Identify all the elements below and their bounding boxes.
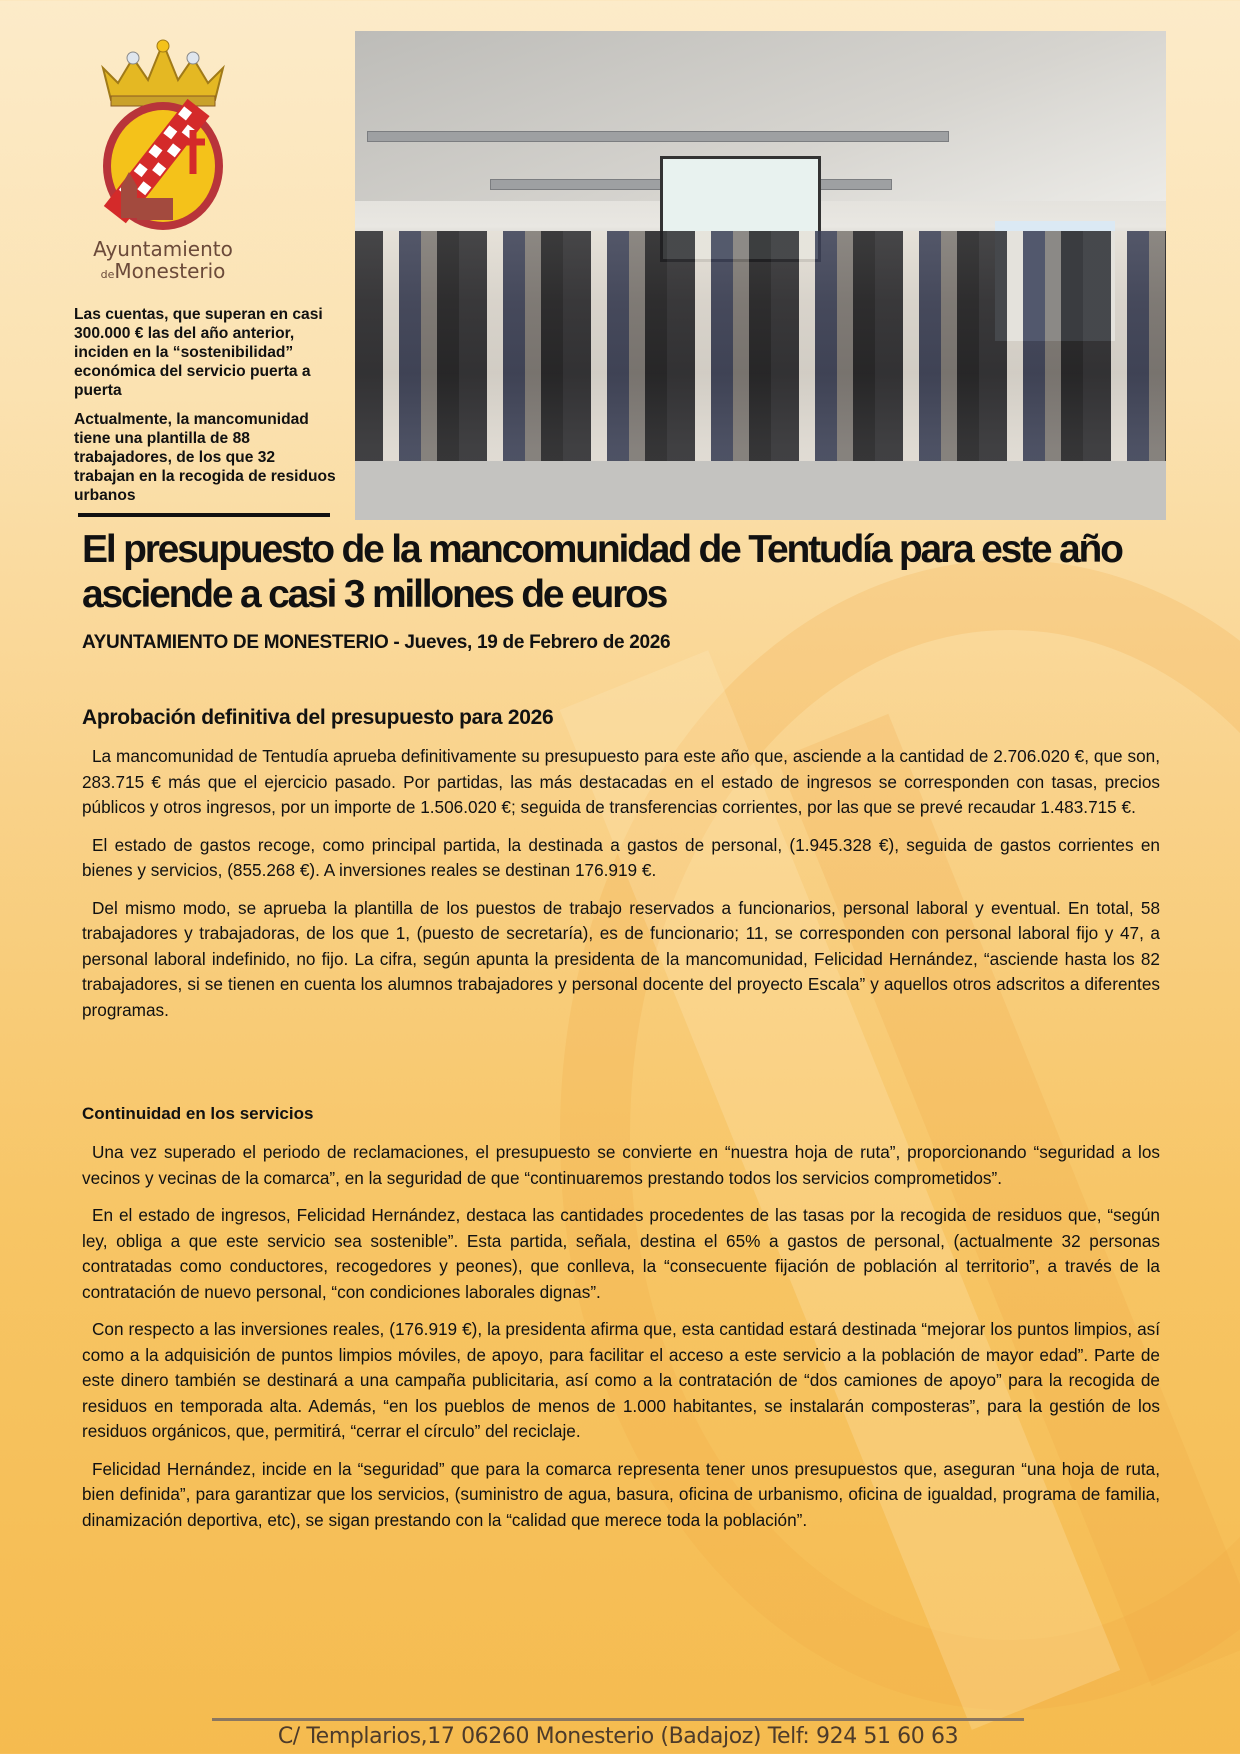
footer-divider — [212, 1718, 1024, 1721]
footer-address: C/ Templarios,17 06260 Monesterio (Badajoz) Telf: 924 51 60 63 — [277, 1724, 959, 1749]
article-body-section-2 — [82, 1140, 1160, 1545]
article-body-section-1 — [82, 744, 1160, 1035]
article-paragraph: La mancomunidad de Tentudía aprueba definitivamente su presupuesto para este año que, asciende a la cantidad de 2.706.020 €, que son, 283.715 € más que el ejercicio pasado. Por partidas, las más destacadas en el estado de ingresos se corresponden con tasas, precios públicos y otros ingresos, por un importe de 1.506.020 €; seguida de transferencias corrientes, por las que se prevé recaudar 1.483.715 €. — [82, 746, 1160, 817]
article-paragraph: Felicidad Hernández, incide en la “seguridad” que para la comarca representa tener unos presupuestos que, aseguran “una hoja de ruta, bien definida”, para garantizar que los servicios, (suministro de agua, basura, oficina de urbanismo, oficina de igualdad, programa de familia, dinamización deportiva, etc), se sigan prestando con la “calidad que merece toda la población”. — [82, 1458, 1160, 1530]
logo-wordmark — [88, 238, 238, 286]
logo-prefix-de: de — [100, 268, 115, 281]
article-paragraph: Del mismo modo, se aprueba la plantilla de los puestos de trabajo reservados a funcionarios, personal laboral y eventual. En total, 58 trabajadores y trabajadoras, de los que 1, (puesto de secretaría), es de funcionario; 11, se corresponden con personal laboral fijo y 47, a personal laboral indefinido, no fijo. La cifra, según apunta la presidenta de la mancomunidad, Felicidad Hernández, “asciende hasta los 82 trabajadores, si se tienen en cuenta los alumnos trabajadores y personal docente del proyecto Escala” y aquellos otros adscritos a diferentes programas. — [82, 897, 1160, 1020]
section-title-approval: Aprobación definitiva del presupuesto para 2026 — [82, 706, 554, 729]
article-paragraph: El estado de gastos recoge, como principal partida, la destinada a gastos de personal, (1.945.328 €), seguida de gastos corrientes en bienes y servicios, (855.268 €). A inversiones reales se destinan 176.919 €. — [82, 834, 1160, 880]
coat-of-arms-icon — [93, 38, 233, 234]
article-paragraph: En el estado de ingresos, Felicidad Hernández, destaca las cantidades procedentes de las tasas por la recogida de residuos que, “según ley, obliga a que este servicio sea sostenible”. Esta partida, señala, destina el 65% a gastos de personal, (actualmente 32 personas contratadas como conductores, recogedores y peones), que conlleva, la “consecuente fijación de población al territorio”, a través de la contratación de nuevo personal, “con condiciones laborales dignas”. — [82, 1205, 1160, 1302]
sidebar-divider — [78, 513, 330, 517]
municipality-logo — [88, 38, 238, 288]
article-headline: El presupuesto de la mancomunidad de Tentudía para este año asciende a casi 3 millones de euros — [82, 528, 1122, 616]
highlight-1: Las cuentas, que superan en casi 300.000 € las del año anterior, inciden en la “sostenibilidad” económica del servicio puerta a puerta — [74, 306, 323, 399]
photo-floor — [355, 461, 1166, 520]
article-paragraph: Una vez superado el periodo de reclamaciones, el presupuesto se convierte en “nuestra hoja de ruta”, proporcionando “seguridad a los vecinos y vecinas de la comarca”, en la seguridad de que “continuaremos prestando todos los servicios comprometidos”. — [82, 1142, 1160, 1188]
group-photo — [355, 31, 1166, 520]
logo-line-ayuntamiento: Ayuntamiento — [93, 237, 233, 261]
article-paragraph: Con respecto a las inversiones reales, (176.919 €), la presidenta afirma que, esta cantidad estará destinada “mejorar los puntos limpios, así como a la adquisición de puntos limpios móviles, de apoyo, para facilitar el acceso a este servicio a la población de mayor edad”. Parte de este dinero también se destinará a una campaña publicitaria, así como a la contratación de “dos camiones de apoyo” para la recogida de residuos en temporada alta. Además, “en los pueblos de menos de 1.000 habitantes, se instalarán composteras”, para la gestión de los residuos orgánicos, que, permitirá, “cerrar el círculo” del reciclaje. — [82, 1319, 1160, 1441]
sidebar-highlights — [74, 305, 336, 515]
section-title-continuity: Continuidad en los servicios — [82, 1104, 314, 1123]
article-byline: AYUNTAMIENTO DE MONESTERIO - Jueves, 19 de Febrero de 2026 — [82, 632, 671, 653]
highlight-2: Actualmente, la mancomunidad tiene una plantilla de 88 trabajadores, de los que 32 trabajan en la recogida de residuos urbanos — [74, 411, 336, 504]
photo-people — [355, 231, 1166, 461]
logo-line-monesterio: Monesterio — [114, 259, 226, 283]
photo-ceiling-light — [367, 131, 949, 142]
